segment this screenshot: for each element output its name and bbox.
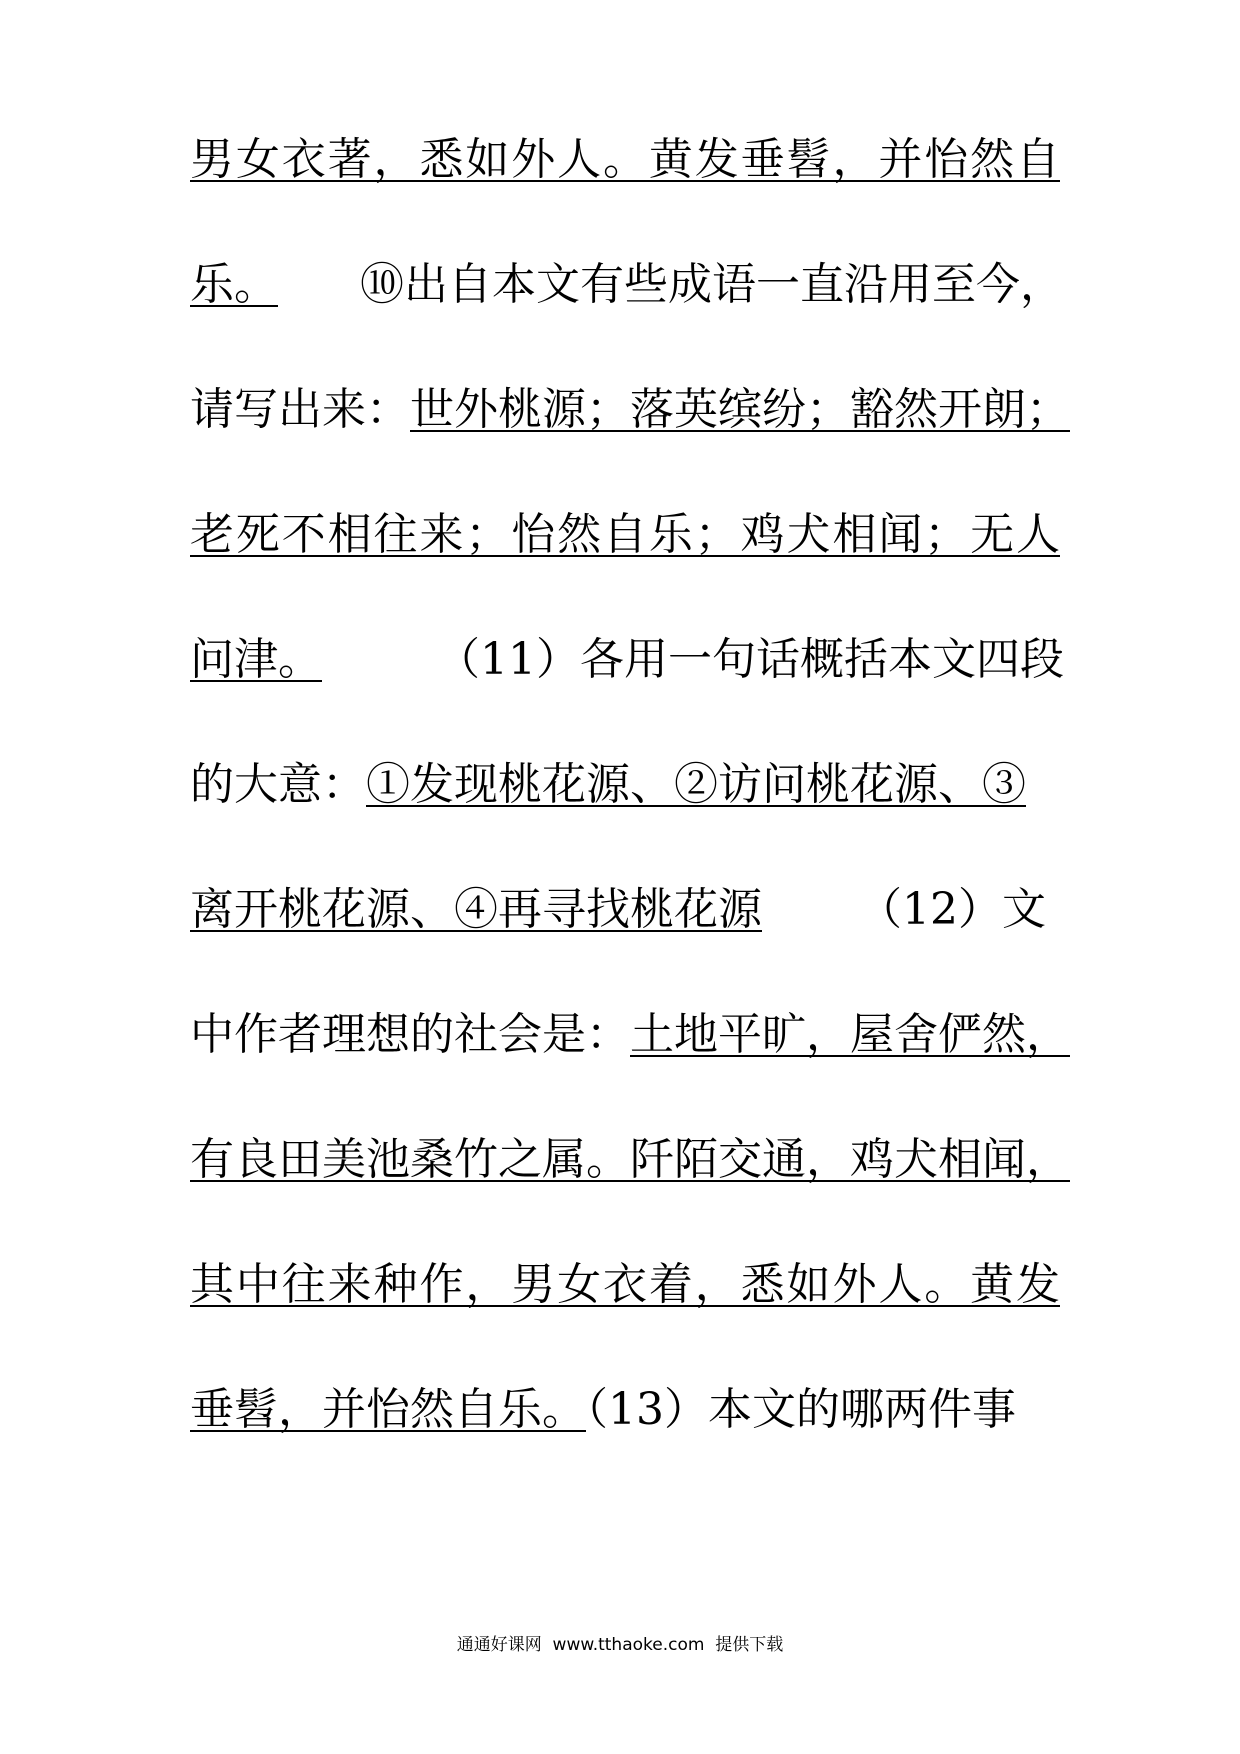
page-footer: 通通好课网 www.tthaoke.com 提供下载 xyxy=(456,1635,784,1655)
answer-underlined-text: 乐。 xyxy=(190,259,278,310)
answer-underlined-text: 土地平旷，屋舍俨然， xyxy=(630,1009,1070,1060)
answer-underlined-text: 有良田美池桑竹之属。阡陌交通，鸡犬相闻， xyxy=(190,1134,1070,1185)
question-text: 中作者理想的社会是： xyxy=(190,1009,630,1060)
answer-underlined-text: 离开桃花源、④再寻找桃花源 xyxy=(190,884,762,935)
text-line-9 xyxy=(190,1130,1070,1190)
answer-underlined-text: 垂髫，并怡然自乐。 xyxy=(190,1384,586,1435)
answer-underlined-text: 男女衣著，悉如外人。黄发垂髫，并怡然自 xyxy=(190,134,1060,185)
question-text: （12）文 xyxy=(858,884,1046,935)
question-text: （13）本文的哪两件事 xyxy=(586,1384,1016,1435)
text-line-4 xyxy=(190,505,1060,565)
text-line-10 xyxy=(190,1255,1060,1315)
text-line-7 xyxy=(190,880,1060,940)
question-text: （11）各用一句话概括本文四段 xyxy=(436,634,1064,685)
question-text: 的大意： xyxy=(190,759,366,810)
answer-underlined-text: 其中往来种作，男女衣着，悉如外人。黄发 xyxy=(190,1259,1060,1310)
answer-underlined-text: 问津。 xyxy=(190,634,322,685)
text-line-1 xyxy=(190,130,1060,190)
text-line-11 xyxy=(190,1380,1060,1440)
question-text: 请写出来： xyxy=(190,384,410,435)
answer-underlined-text: ①发现桃花源、②访问桃花源、③ xyxy=(366,759,1026,810)
text-line-3 xyxy=(190,380,1070,440)
text-line-5 xyxy=(190,630,1064,690)
question-text: ⑩出自本文有些成语一直沿用至今， xyxy=(360,259,1064,310)
text-line-8 xyxy=(190,1005,1070,1065)
answer-underlined-text: 世外桃源；落英缤纷；豁然开朗； xyxy=(410,384,1070,435)
text-line-6 xyxy=(190,755,1060,815)
text-line-2 xyxy=(190,255,1064,315)
answer-underlined-text: 老死不相往来；怡然自乐；鸡犬相闻；无人 xyxy=(190,509,1060,560)
